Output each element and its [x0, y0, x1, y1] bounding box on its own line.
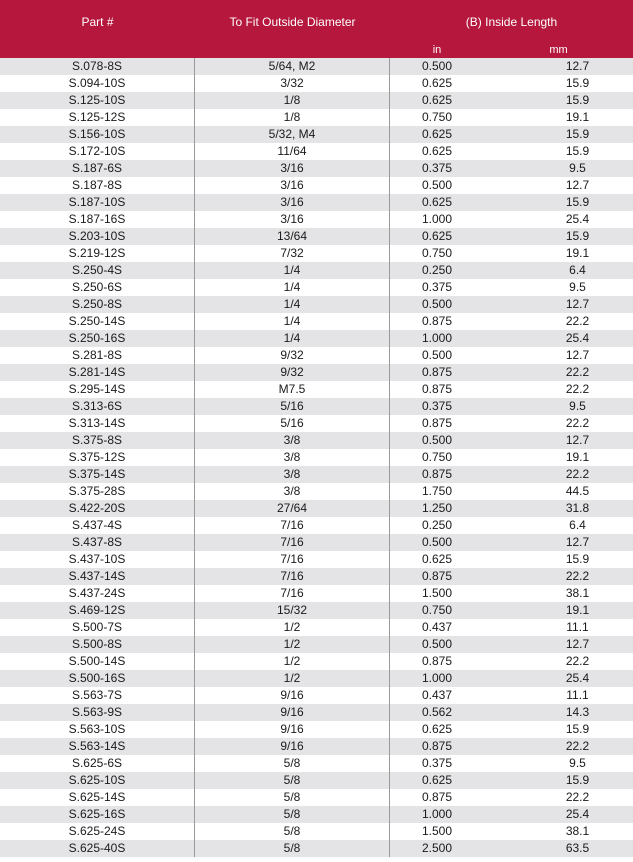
- cell-length-in: 0.875: [421, 654, 453, 668]
- table-row: [0, 245, 633, 262]
- table-row: [0, 279, 633, 296]
- cell-part-number: S.563-7S: [0, 687, 195, 704]
- table-row: [0, 500, 633, 517]
- table-header: [0, 0, 633, 58]
- table-row: [0, 432, 633, 449]
- cell-length-in: 0.625: [421, 773, 453, 787]
- cell-outside-diameter: 1/4: [195, 313, 390, 330]
- cell-part-number: S.125-10S: [0, 92, 195, 109]
- cell-outside-diameter: 7/32: [195, 245, 390, 262]
- cell-length-mm: 12.7: [565, 59, 590, 73]
- cell-part-number: S.250-16S: [0, 330, 195, 347]
- cell-outside-diameter: 13/64: [195, 228, 390, 245]
- table-row: [0, 449, 633, 466]
- table-row: [0, 823, 633, 840]
- table-row: [0, 568, 633, 585]
- cell-outside-diameter: 7/16: [195, 517, 390, 534]
- cell-length-mm: 15.9: [565, 144, 590, 158]
- table-row: [0, 738, 633, 755]
- cell-outside-diameter: 3/16: [195, 194, 390, 211]
- cell-part-number: S.625-10S: [0, 772, 195, 789]
- cell-length-mm: 22.2: [565, 467, 590, 481]
- cell-part-number: S.250-14S: [0, 313, 195, 330]
- cell-length-mm: 11.1: [566, 688, 589, 702]
- cell-outside-diameter: M7.5: [195, 381, 390, 398]
- cell-part-number: S.250-8S: [0, 296, 195, 313]
- table-row: [0, 704, 633, 721]
- cell-part-number: S.500-7S: [0, 619, 195, 636]
- cell-outside-diameter: 3/16: [195, 160, 390, 177]
- cell-part-number: S.187-6S: [0, 160, 195, 177]
- cell-part-number: S.437-14S: [0, 568, 195, 585]
- header-unit-mm: mm: [549, 44, 568, 56]
- cell-outside-diameter: 9/32: [195, 347, 390, 364]
- cell-length-in: 2.500: [421, 841, 453, 855]
- table-row: [0, 483, 633, 500]
- table-row: [0, 636, 633, 653]
- cell-length-in: 0.875: [421, 790, 453, 804]
- cell-length-mm: 19.1: [565, 603, 590, 617]
- cell-length-mm: 11.1: [566, 620, 589, 634]
- cell-part-number: S.625-40S: [0, 840, 195, 857]
- table-row: [0, 585, 633, 602]
- cell-length-mm: 22.2: [565, 365, 590, 379]
- cell-length-in: 0.375: [421, 161, 453, 175]
- table-row: [0, 517, 633, 534]
- cell-outside-diameter: 3/32: [195, 75, 390, 92]
- cell-outside-diameter: 5/32, M4: [195, 126, 390, 143]
- header-inside-length: (B) Inside Length: [465, 15, 558, 29]
- table-row: [0, 75, 633, 92]
- table-row: [0, 347, 633, 364]
- table-row: [0, 670, 633, 687]
- header-part-number: Part #: [81, 15, 114, 29]
- table-row: [0, 772, 633, 789]
- cell-part-number: S.281-14S: [0, 364, 195, 381]
- cell-part-number: S.500-16S: [0, 670, 195, 687]
- cell-length-in: 0.250: [421, 263, 453, 277]
- header-outside-diameter: To Fit Outside Diameter: [229, 15, 356, 29]
- cell-outside-diameter: 7/16: [195, 585, 390, 602]
- cell-outside-diameter: 3/8: [195, 432, 390, 449]
- cell-part-number: S.187-10S: [0, 194, 195, 211]
- cell-part-number: S.295-14S: [0, 381, 195, 398]
- cell-length-mm: 12.7: [565, 297, 590, 311]
- cell-part-number: S.437-4S: [0, 517, 195, 534]
- cell-length-in: 1.250: [421, 501, 453, 515]
- cell-length-mm: 12.7: [565, 178, 590, 192]
- table-row: [0, 109, 633, 126]
- cell-outside-diameter: 1/4: [195, 296, 390, 313]
- table-row: [0, 126, 633, 143]
- cell-part-number: S.563-10S: [0, 721, 195, 738]
- header-unit-in: in: [432, 44, 442, 56]
- cell-length-in: 0.375: [421, 399, 453, 413]
- cell-length-mm: 22.2: [565, 739, 590, 753]
- cell-length-in: 0.500: [421, 433, 453, 447]
- cell-length-in: 0.625: [421, 229, 453, 243]
- table-row: [0, 653, 633, 670]
- cell-length-in: 0.562: [421, 705, 453, 719]
- cell-length-mm: 25.4: [565, 671, 590, 685]
- cell-outside-diameter: 11/64: [195, 143, 390, 160]
- cell-outside-diameter: 15/32: [195, 602, 390, 619]
- cell-part-number: S.469-12S: [0, 602, 195, 619]
- cell-outside-diameter: 5/8: [195, 840, 390, 857]
- cell-part-number: S.375-28S: [0, 483, 195, 500]
- cell-outside-diameter: 1/8: [195, 109, 390, 126]
- cell-length-mm: 63.5: [565, 841, 590, 855]
- cell-outside-diameter: 27/64: [195, 500, 390, 517]
- cell-part-number: S.203-10S: [0, 228, 195, 245]
- cell-length-mm: 22.2: [565, 314, 590, 328]
- cell-outside-diameter: 5/16: [195, 415, 390, 432]
- cell-length-mm: 15.9: [565, 552, 590, 566]
- cell-outside-diameter: 1/4: [195, 262, 390, 279]
- cell-length-in: 0.875: [421, 365, 453, 379]
- cell-part-number: S.187-8S: [0, 177, 195, 194]
- cell-length-in: 0.875: [421, 739, 453, 753]
- cell-length-mm: 15.9: [565, 229, 590, 243]
- table-row: [0, 806, 633, 823]
- cell-part-number: S.437-8S: [0, 534, 195, 551]
- cell-length-mm: 15.9: [565, 722, 590, 736]
- cell-outside-diameter: 1/4: [195, 279, 390, 296]
- table-row: [0, 551, 633, 568]
- cell-part-number: S.156-10S: [0, 126, 195, 143]
- cell-length-in: 0.625: [421, 195, 453, 209]
- cell-length-in: 0.875: [421, 569, 453, 583]
- table-row: [0, 262, 633, 279]
- cell-part-number: S.187-16S: [0, 211, 195, 228]
- table-row: [0, 840, 633, 857]
- cell-length-in: 1.000: [421, 212, 453, 226]
- cell-length-in: 0.875: [421, 467, 453, 481]
- cell-length-mm: 12.7: [565, 433, 590, 447]
- cell-length-in: 0.437: [421, 620, 453, 634]
- cell-part-number: S.625-16S: [0, 806, 195, 823]
- cell-outside-diameter: 1/2: [195, 636, 390, 653]
- cell-length-mm: 15.9: [565, 93, 590, 107]
- cell-length-in: 1.500: [421, 824, 453, 838]
- cell-part-number: S.250-4S: [0, 262, 195, 279]
- cell-length-mm: 25.4: [565, 212, 590, 226]
- table-row: [0, 296, 633, 313]
- cell-outside-diameter: 7/16: [195, 534, 390, 551]
- cell-length-in: 0.625: [421, 144, 453, 158]
- table-row: [0, 687, 633, 704]
- cell-outside-diameter: 1/2: [195, 653, 390, 670]
- table-row: [0, 143, 633, 160]
- cell-length-in: 0.750: [421, 110, 453, 124]
- cell-part-number: S.094-10S: [0, 75, 195, 92]
- cell-length-in: 0.500: [421, 178, 453, 192]
- table-row: [0, 789, 633, 806]
- cell-outside-diameter: 5/8: [195, 806, 390, 823]
- cell-part-number: S.078-8S: [0, 58, 195, 75]
- cell-length-mm: 19.1: [565, 110, 590, 124]
- table-row: [0, 177, 633, 194]
- cell-length-mm: 25.4: [565, 807, 590, 821]
- cell-length-mm: 12.7: [565, 637, 590, 651]
- cell-length-mm: 25.4: [565, 331, 590, 345]
- cell-part-number: S.281-8S: [0, 347, 195, 364]
- cell-length-mm: 38.1: [565, 586, 590, 600]
- cell-part-number: S.375-12S: [0, 449, 195, 466]
- cell-part-number: S.625-24S: [0, 823, 195, 840]
- cell-outside-diameter: 9/16: [195, 687, 390, 704]
- cell-length-in: 0.500: [421, 348, 453, 362]
- cell-part-number: S.625-6S: [0, 755, 195, 772]
- cell-outside-diameter: 9/16: [195, 721, 390, 738]
- table-row: [0, 415, 633, 432]
- cell-outside-diameter: 3/8: [195, 483, 390, 500]
- cell-outside-diameter: 3/8: [195, 449, 390, 466]
- cell-length-in: 0.625: [421, 93, 453, 107]
- table-row: [0, 160, 633, 177]
- cell-length-in: 0.750: [421, 450, 453, 464]
- table-row: [0, 534, 633, 551]
- cell-outside-diameter: 5/64, M2: [195, 58, 390, 75]
- cell-part-number: S.422-20S: [0, 500, 195, 517]
- cell-length-mm: 19.1: [565, 246, 590, 260]
- cell-part-number: S.219-12S: [0, 245, 195, 262]
- cell-length-mm: 15.9: [565, 76, 590, 90]
- cell-length-mm: 22.2: [565, 416, 590, 430]
- cell-length-mm: 15.9: [565, 773, 590, 787]
- cell-length-in: 0.375: [421, 280, 453, 294]
- cell-outside-diameter: 5/16: [195, 398, 390, 415]
- cell-length-in: 0.625: [421, 552, 453, 566]
- cell-length-in: 0.750: [421, 246, 453, 260]
- cell-length-in: 0.750: [421, 603, 453, 617]
- cell-part-number: S.313-14S: [0, 415, 195, 432]
- table-row: [0, 755, 633, 772]
- cell-length-mm: 9.5: [569, 280, 586, 294]
- cell-outside-diameter: 5/8: [195, 823, 390, 840]
- table-row: [0, 92, 633, 109]
- cell-outside-diameter: 5/8: [195, 789, 390, 806]
- cell-length-mm: 22.2: [565, 569, 590, 583]
- cell-part-number: S.375-14S: [0, 466, 195, 483]
- cell-length-mm: 12.7: [565, 535, 590, 549]
- cell-part-number: S.172-10S: [0, 143, 195, 160]
- cell-length-in: 0.875: [421, 314, 453, 328]
- cell-length-mm: 31.8: [565, 501, 590, 515]
- cell-length-mm: 6.4: [569, 263, 586, 277]
- cell-part-number: S.500-14S: [0, 653, 195, 670]
- cell-length-in: 0.500: [421, 535, 453, 549]
- cell-length-mm: 44.5: [565, 484, 590, 498]
- cell-length-mm: 15.9: [565, 127, 590, 141]
- table-row: [0, 211, 633, 228]
- cell-length-mm: 19.1: [565, 450, 590, 464]
- cell-length-in: 0.625: [421, 76, 453, 90]
- table-row: [0, 721, 633, 738]
- cell-length-in: 0.875: [421, 416, 453, 430]
- cell-length-mm: 38.1: [565, 824, 590, 838]
- cell-length-in: 1.000: [421, 331, 453, 345]
- table-row: [0, 398, 633, 415]
- cell-part-number: S.313-6S: [0, 398, 195, 415]
- cell-length-in: 0.500: [421, 59, 453, 73]
- cell-part-number: S.437-10S: [0, 551, 195, 568]
- cell-length-in: 0.250: [421, 518, 453, 532]
- cell-length-in: 1.750: [421, 484, 453, 498]
- cell-length-mm: 22.2: [565, 790, 590, 804]
- cell-outside-diameter: 1/8: [195, 92, 390, 109]
- cell-length-mm: 9.5: [569, 161, 586, 175]
- cell-outside-diameter: 7/16: [195, 568, 390, 585]
- cell-length-in: 1.000: [421, 807, 453, 821]
- cell-length-mm: 22.2: [565, 382, 590, 396]
- cell-part-number: S.500-8S: [0, 636, 195, 653]
- cell-length-in: 0.375: [421, 756, 453, 770]
- cell-part-number: S.437-24S: [0, 585, 195, 602]
- cell-outside-diameter: 5/8: [195, 755, 390, 772]
- table-row: [0, 619, 633, 636]
- cell-length-in: 0.500: [421, 297, 453, 311]
- table-row: [0, 194, 633, 211]
- table-row: [0, 364, 633, 381]
- table-row: [0, 381, 633, 398]
- cell-length-in: 1.500: [421, 586, 453, 600]
- table-row: [0, 58, 633, 75]
- cell-length-in: 0.437: [421, 688, 453, 702]
- cell-length-in: 1.000: [421, 671, 453, 685]
- table-row: [0, 466, 633, 483]
- cell-outside-diameter: 5/8: [195, 772, 390, 789]
- cell-length-in: 0.875: [421, 382, 453, 396]
- cell-outside-diameter: 9/16: [195, 738, 390, 755]
- cell-part-number: S.250-6S: [0, 279, 195, 296]
- cell-length-mm: 9.5: [569, 399, 586, 413]
- cell-outside-diameter: 7/16: [195, 551, 390, 568]
- cell-outside-diameter: 9/16: [195, 704, 390, 721]
- table-body: [0, 58, 633, 857]
- cell-outside-diameter: 9/32: [195, 364, 390, 381]
- cell-length-mm: 12.7: [565, 348, 590, 362]
- table-row: [0, 313, 633, 330]
- table-row: [0, 602, 633, 619]
- cell-length-mm: 14.3: [565, 705, 590, 719]
- cell-part-number: S.563-14S: [0, 738, 195, 755]
- cell-length-mm: 22.2: [565, 654, 590, 668]
- cell-part-number: S.625-14S: [0, 789, 195, 806]
- cell-outside-diameter: 3/16: [195, 177, 390, 194]
- cell-part-number: S.125-12S: [0, 109, 195, 126]
- cell-length-in: 0.500: [421, 637, 453, 651]
- cell-length-in: 0.625: [421, 722, 453, 736]
- cell-outside-diameter: 3/8: [195, 466, 390, 483]
- cell-outside-diameter: 1/2: [195, 670, 390, 687]
- cell-outside-diameter: 3/16: [195, 211, 390, 228]
- cell-outside-diameter: 1/2: [195, 619, 390, 636]
- cell-part-number: S.375-8S: [0, 432, 195, 449]
- cell-part-number: S.563-9S: [0, 704, 195, 721]
- cell-length-mm: 6.4: [569, 518, 586, 532]
- cell-length-mm: 15.9: [565, 195, 590, 209]
- table-row: [0, 330, 633, 347]
- cell-outside-diameter: 1/4: [195, 330, 390, 347]
- cell-length-mm: 9.5: [569, 756, 586, 770]
- cell-length-in: 0.625: [421, 127, 453, 141]
- table-row: [0, 228, 633, 245]
